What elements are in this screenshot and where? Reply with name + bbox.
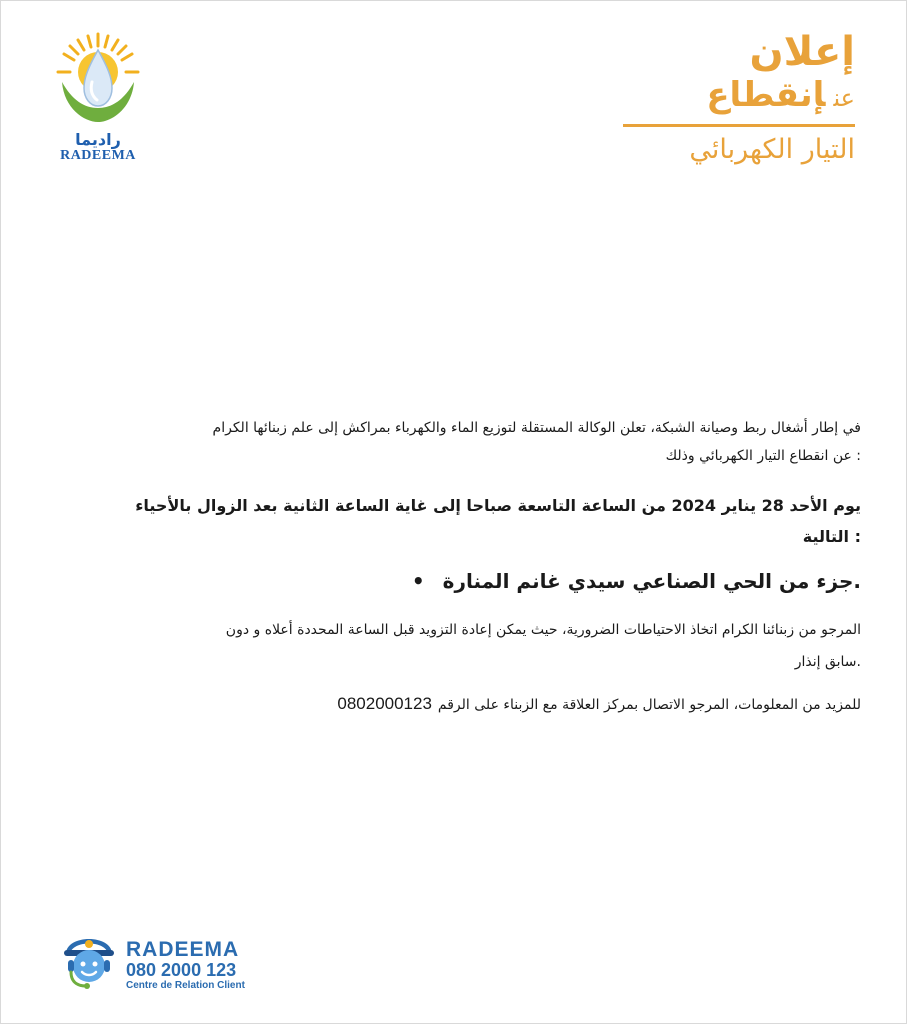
customer-service-agent-icon xyxy=(56,924,122,994)
radeema-logo xyxy=(48,30,148,170)
affected-area xyxy=(40,566,861,596)
note-line-1: المرجو من زبنائنا الكرام اتخاذ الاحتياطات الضرورية، حيث يمكن إعادة التزويد قبل الساعة المحددة أعلاه و دون xyxy=(225,622,861,638)
heading-line-outage xyxy=(706,76,855,117)
info-phone-number: 0802000123 xyxy=(337,694,432,713)
radeema-sun-droplet-icon xyxy=(54,30,142,130)
intro-paragraph xyxy=(40,414,861,470)
heading-line-announcement: إعلان xyxy=(749,29,855,75)
contact-subtitle: Centre de Relation Client xyxy=(126,980,245,991)
info-text: للمزيد من المعلومات، المرجو الاتصال بمركز العلاقة مع الزبناء على الرقم xyxy=(437,697,861,713)
logo-name-latin: RADEEMA xyxy=(60,148,136,163)
date-line-1: يوم الأحد 28 يناير 2024 من الساعة التاسعة صباحا إلى غاية الساعة الثانية بعد الزوال بالأحياء xyxy=(135,496,861,515)
area-bullet: • xyxy=(411,569,425,593)
logo-name-arabic: راديما xyxy=(75,130,121,149)
customer-relation-contact xyxy=(56,924,276,1004)
info-paragraph xyxy=(40,688,861,721)
heading-word-about: عن xyxy=(833,84,855,112)
area-text: .جزء من الحي الصناعي سيدي غانم المنارة xyxy=(442,569,861,593)
outage-date-paragraph xyxy=(40,490,861,552)
heading-divider xyxy=(623,124,855,127)
intro-line-2: : عن انقطاع التيار الكهربائي وذلك xyxy=(665,448,861,464)
intro-line-1: في إطار أشغال ربط وصيانة الشبكة، تعلن الوكالة المستقلة لتوزيع الماء والكهرباء بمراكش إلى علم زبنائها الكرام xyxy=(212,420,861,436)
precaution-note xyxy=(40,614,861,678)
note-line-2: .سابق إنذار xyxy=(794,654,861,670)
announcement-heading xyxy=(595,30,855,180)
contact-phone: 080 2000 123 xyxy=(126,960,237,980)
date-line-2: : التالية xyxy=(802,527,861,546)
heading-line-electricity: التيار الكهربائي xyxy=(689,134,855,165)
heading-word-outage: إنقطاع xyxy=(706,75,826,115)
contact-brand: RADEEMA xyxy=(126,938,240,961)
